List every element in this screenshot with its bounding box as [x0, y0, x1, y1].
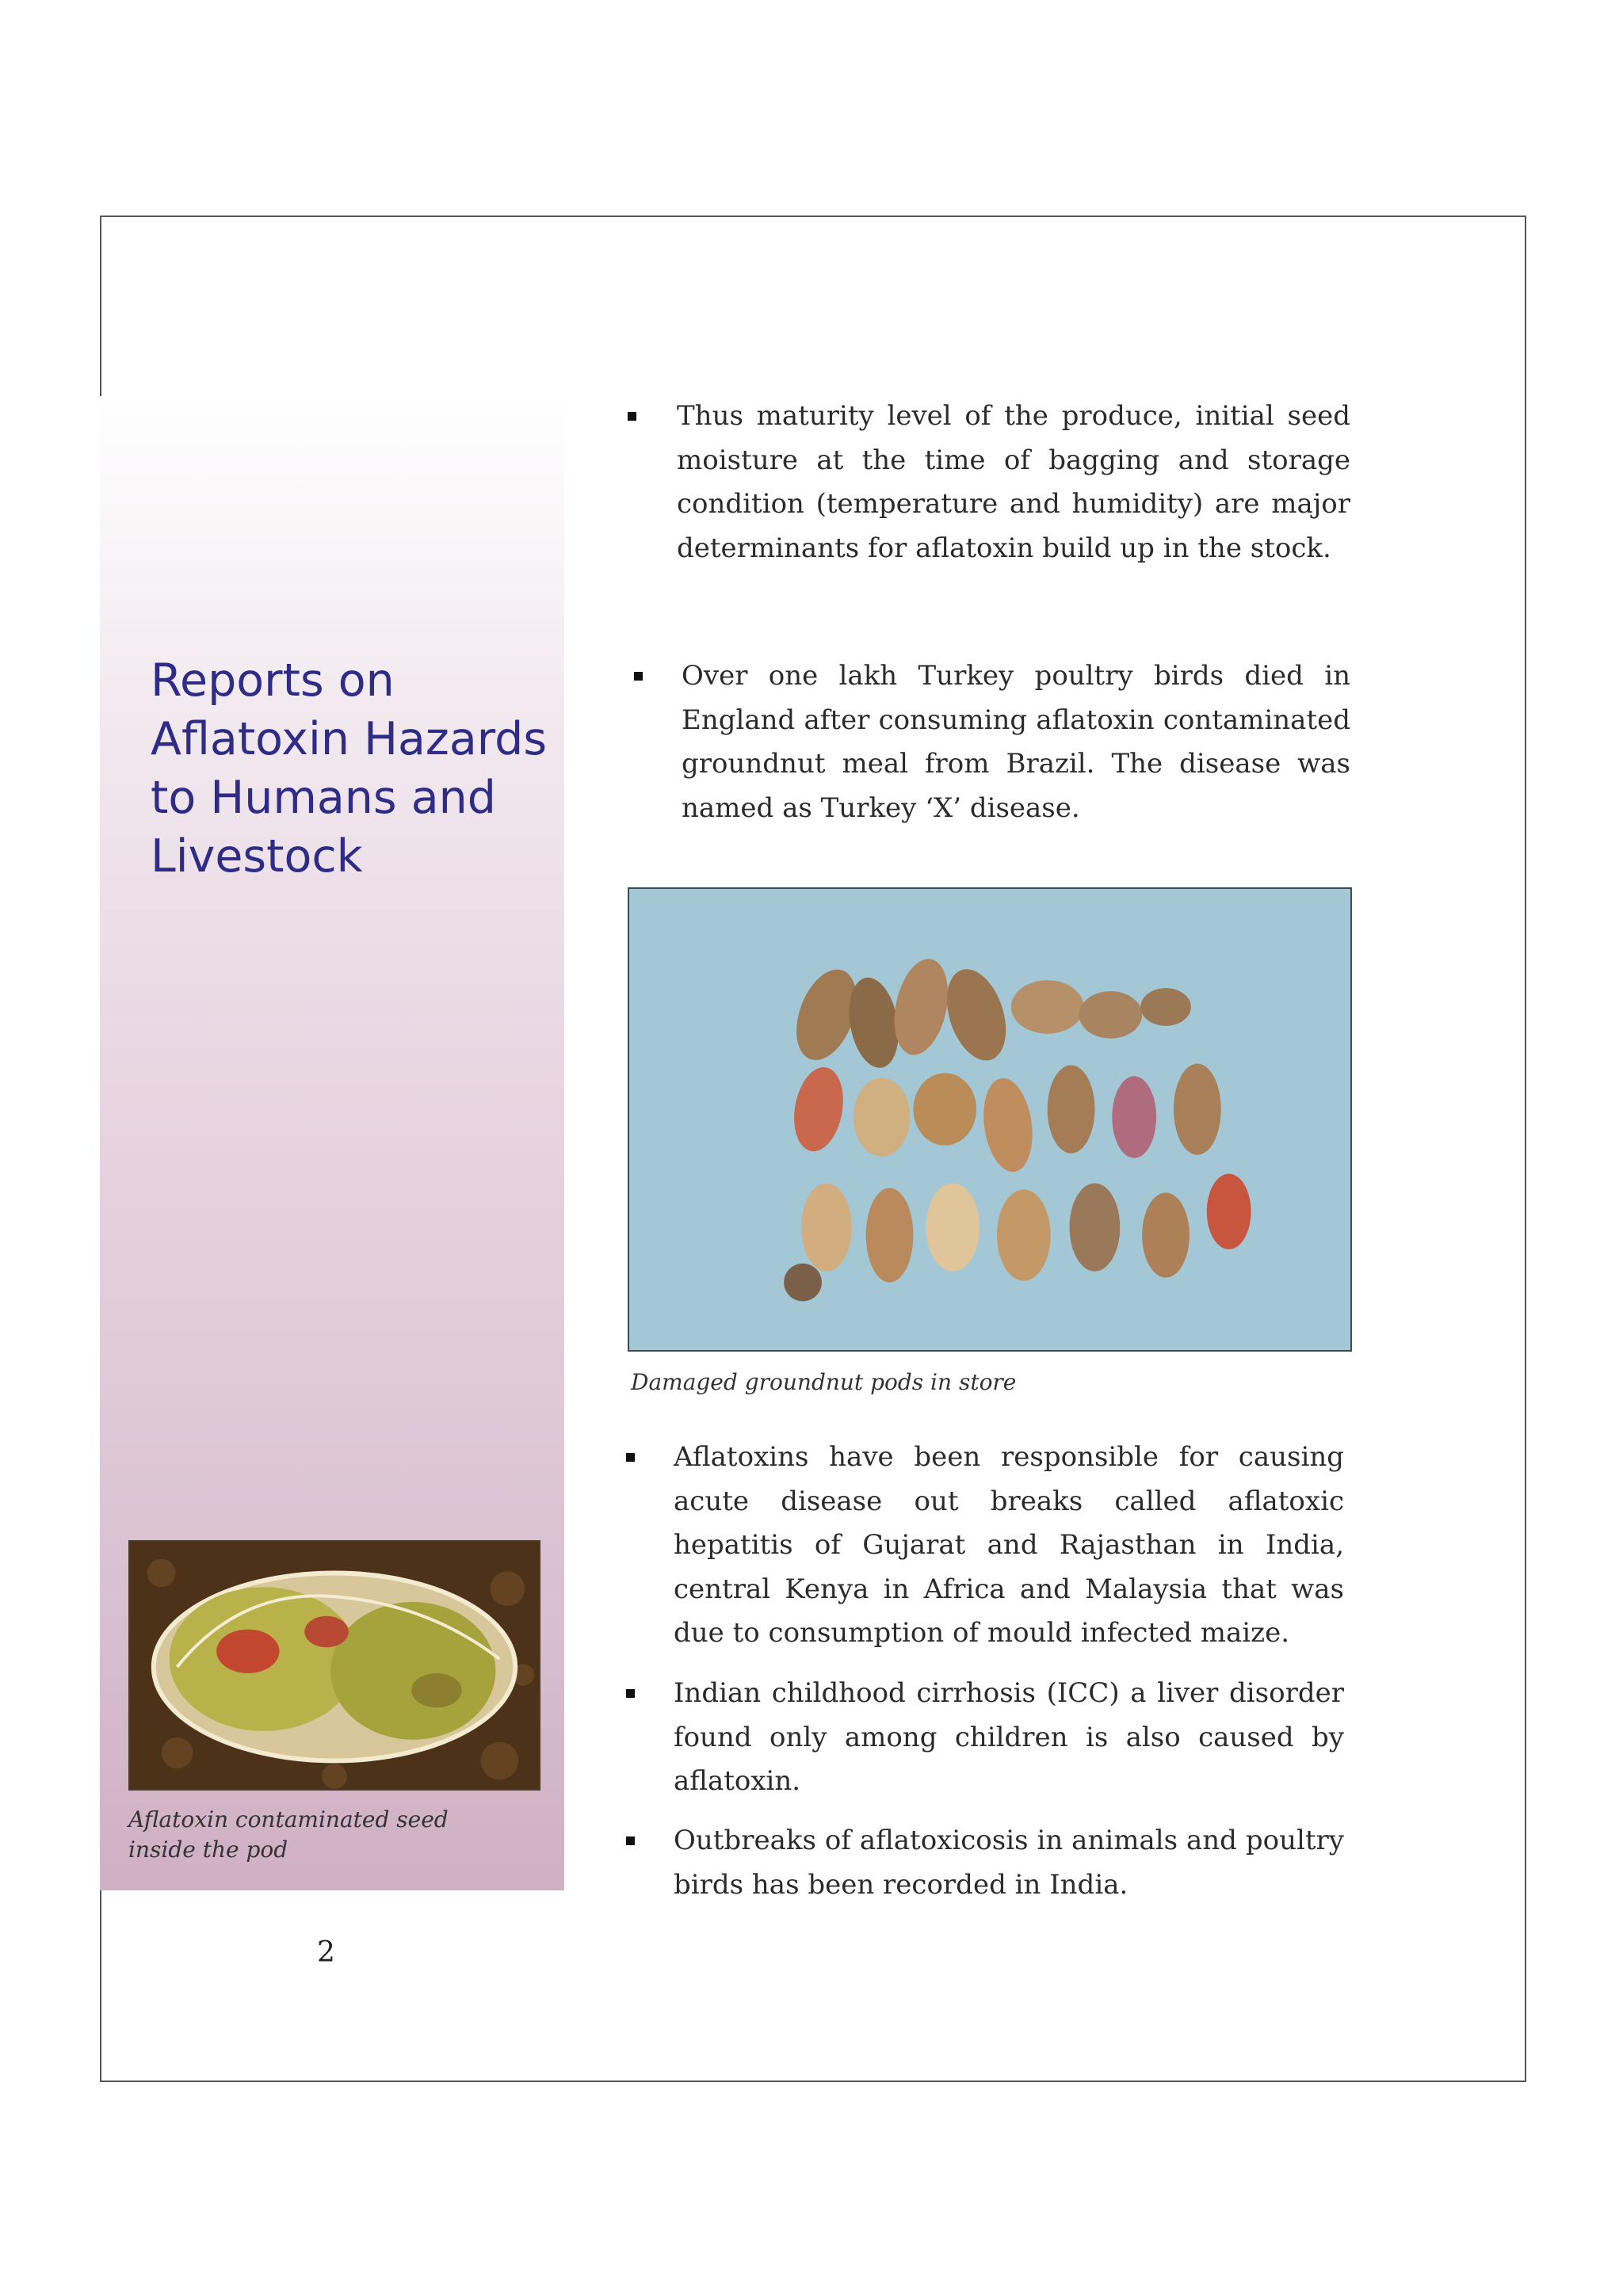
- bullet-item: [677, 395, 1350, 570]
- bullet-item: [674, 1672, 1344, 1804]
- heading-line: Aflatoxin Hazards: [151, 713, 548, 765]
- bullet-text: Aflatoxins have been responsible for causing acute disease out breaks called aflatoxic hepatitis of Gujarat and Rajasthan in India, central Kenya in Africa and Malaysia that was due to consumption of mould infected maize.: [674, 1441, 1344, 1649]
- heading-line: to Humans and: [151, 772, 496, 824]
- bullet-text: Thus maturity level of the produce, initial seed moisture at the time of bagging and storage condition (temperature and humidity) are major determinants for aflatoxin build up in the stock.: [677, 400, 1350, 564]
- bullet-item: [682, 654, 1350, 830]
- bullet-item: [674, 1819, 1344, 1907]
- bullet-square-icon: [634, 672, 643, 681]
- heading-line: Reports on: [151, 654, 395, 707]
- bullet-square-icon: [626, 1453, 635, 1462]
- bullet-text: Over one lakh Turkey poultry birds died in England after consuming aflatoxin contaminated groundnut meal from Brazil. The disease was named as Turkey ‘X’ disease.: [682, 660, 1350, 824]
- seed-photo-caption: Aflatoxin contaminated seed inside the pod: [128, 1806, 449, 1863]
- section-heading: [151, 651, 563, 886]
- damaged-pods-photo: [628, 887, 1352, 1352]
- contaminated-seed-photo: [128, 1540, 540, 1791]
- pods-photo-caption: Damaged groundnut pods in store: [631, 1369, 1017, 1395]
- bullet-square-icon: [626, 1689, 635, 1698]
- bullet-text: Outbreaks of aflatoxicosis in animals and poultry birds has been recorded in India.: [674, 1825, 1344, 1901]
- bullet-square-icon: [626, 1836, 635, 1845]
- bullet-text: Indian childhood cirrhosis (ICC) a liver disorder found only among children is also caused by aflatoxin.: [674, 1677, 1344, 1797]
- bullet-square-icon: [628, 412, 636, 421]
- page-number: 2: [317, 1936, 335, 1969]
- heading-line: Livestock: [151, 830, 363, 883]
- bullet-item: [674, 1436, 1344, 1656]
